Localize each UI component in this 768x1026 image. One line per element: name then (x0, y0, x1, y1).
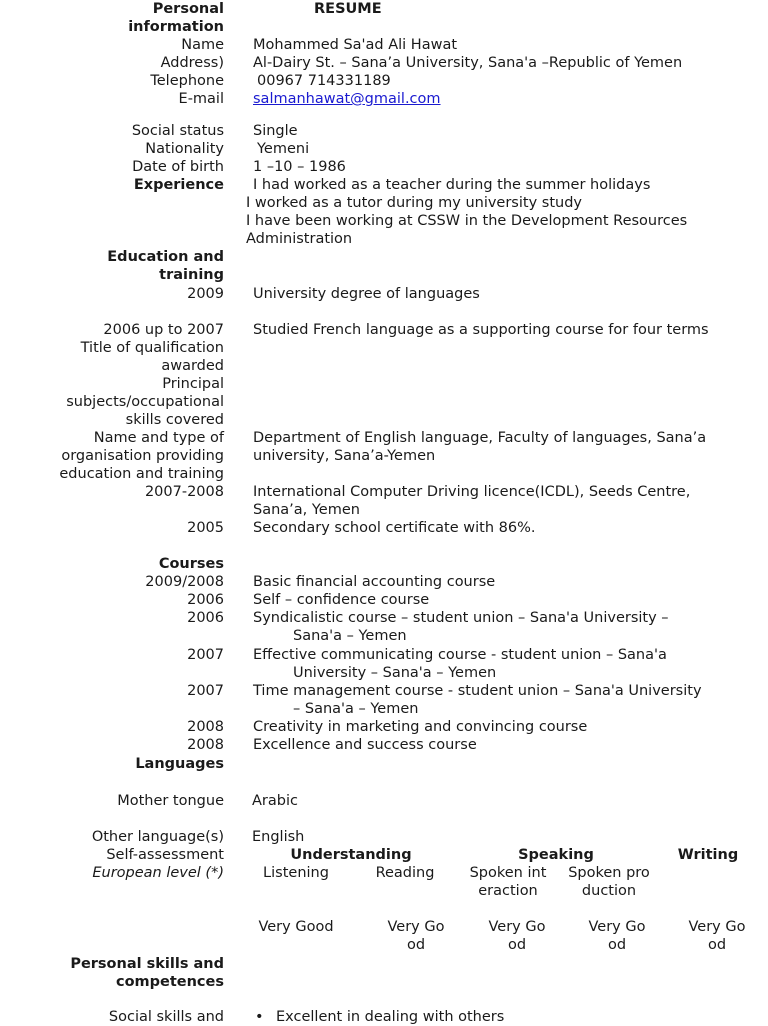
section-heading-personal-2: information (128, 19, 224, 35)
experience-line: I had worked as a teacher during the summer holidays (253, 177, 651, 193)
course-title-cont: University – Sana'a – Yemen (293, 665, 497, 681)
section-heading-experience: Experience (133, 177, 224, 193)
telephone-value: 00967 714331189 (257, 73, 391, 89)
nationality-label: Nationality (145, 141, 224, 157)
section-heading-education: Education and (107, 249, 224, 265)
education-entry: Secondary school certificate with 86%. (253, 520, 536, 536)
address-value: Al-Dairy St. – Sana’a University, Sana'a –Republic of Yemen (253, 55, 683, 71)
section-heading-personal: Personal (152, 1, 224, 17)
education-entry: University degree of languages (253, 286, 480, 302)
spoken-production-level: Very Good (588, 919, 646, 953)
qualification-label-2: awarded (161, 358, 224, 374)
address-label: Address) (160, 55, 224, 71)
course-title: Self – confidence course (253, 592, 430, 608)
subjects-label: Principal (162, 376, 224, 392)
section-heading-personal-skills-2: competences (115, 974, 224, 990)
nationality-value: Yemeni (257, 141, 310, 157)
telephone-label: Telephone (150, 73, 224, 89)
email-label: E-mail (178, 91, 224, 107)
course-title: Creativity in marketing and convincing course (253, 719, 588, 735)
dob-value: 1 –10 – 1986 (253, 159, 346, 175)
subjects-label-3: skills covered (125, 412, 224, 428)
education-entry-2: Sana’a, Yemen (253, 502, 360, 518)
listening-subheader: Listening (263, 865, 329, 881)
experience-line: Administration (246, 231, 353, 247)
other-language-label: Other language(s) (91, 829, 224, 845)
social-status-label: Social status (131, 123, 224, 139)
social-skill-item: Excellent in dealing with others (276, 1009, 505, 1025)
section-heading-courses: Courses (158, 556, 224, 572)
other-language-value: English (252, 829, 305, 845)
self-assessment-label: Self-assessment (106, 847, 224, 863)
section-heading-personal-skills: Personal skills and (70, 956, 224, 972)
course-year: 2007 (187, 647, 224, 663)
reading-subheader: Reading (375, 865, 435, 881)
organisation-label: Name and type of (93, 430, 224, 446)
resume-title: RESUME (314, 1, 382, 17)
mother-tongue-value: Arabic (252, 793, 298, 809)
listening-level: Very Good (258, 919, 334, 935)
organisation-value-2: university, Sana’a-Yemen (253, 448, 436, 464)
bullet-icon: • (255, 1009, 264, 1025)
spoken-production-subheader: Spoken production (568, 865, 650, 899)
understanding-header: Understanding (290, 847, 412, 863)
course-title: Effective communicating course - student union – Sana'a (253, 647, 667, 663)
email-link[interactable]: salmanhawat@gmail.com (253, 91, 441, 107)
writing-header: Writing (677, 847, 739, 863)
education-entry: Studied French language as a supporting course for four terms (253, 322, 709, 338)
organisation-label-2: organisation providing (61, 448, 224, 464)
spoken-interaction-level: Very Good (488, 919, 546, 953)
course-title: Basic financial accounting course (253, 574, 496, 590)
course-title: Time management course - student union – Sana'a University (253, 683, 702, 699)
course-year: 2007 (187, 683, 224, 699)
social-skills-label: Social skills and (108, 1009, 224, 1025)
section-heading-languages: Languages (135, 756, 224, 772)
course-title: Excellence and success course (253, 737, 477, 753)
course-title-cont: – Sana'a – Yemen (293, 701, 419, 717)
course-year: 2008 (187, 719, 224, 735)
name-value: Mohammed Sa'ad Ali Hawat (253, 37, 458, 53)
european-level-label: European level (*) (92, 865, 224, 881)
education-year: 2005 (187, 520, 224, 536)
course-year: 2008 (187, 737, 224, 753)
subjects-label-2: subjects/occupational (66, 394, 224, 410)
organisation-value: Department of English language, Faculty of languages, Sana’a (253, 430, 707, 446)
experience-line: I have been working at CSSW in the Development Resources (246, 213, 688, 229)
reading-level: Very Good (387, 919, 445, 953)
course-title-cont: Sana'a – Yemen (293, 628, 407, 644)
course-year: 2006 (187, 592, 224, 608)
qualification-label: Title of qualification (80, 340, 224, 356)
course-year: 2006 (187, 610, 224, 626)
social-status-value: Single (253, 123, 298, 139)
speaking-header: Speaking (518, 847, 594, 863)
organisation-label-3: education and training (59, 466, 224, 482)
spoken-interaction-subheader: Spoken interaction (469, 865, 547, 899)
writing-level: Very Good (688, 919, 746, 953)
education-year: 2009 (187, 286, 224, 302)
education-entry: International Computer Driving licence(ICDL), Seeds Centre, (253, 484, 691, 500)
mother-tongue-label: Mother tongue (117, 793, 224, 809)
name-label: Name (181, 37, 224, 53)
education-year: 2007-2008 (144, 484, 224, 500)
dob-label: Date of birth (132, 159, 224, 175)
course-title: Syndicalistic course – student union – Sana'a University – (253, 610, 669, 626)
course-year: 2009/2008 (145, 574, 224, 590)
experience-line: I worked as a tutor during my university study (246, 195, 582, 211)
education-year: 2006 up to 2007 (103, 322, 224, 338)
section-heading-education-2: training (159, 267, 224, 283)
